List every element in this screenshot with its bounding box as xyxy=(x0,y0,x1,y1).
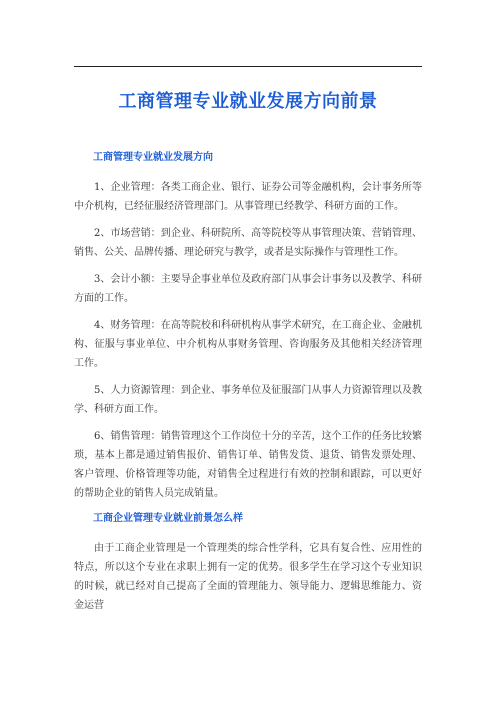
header-rule xyxy=(74,66,422,67)
document-title: 工商管理专业就业发展方向前景 xyxy=(118,91,378,112)
paragraph-marketing: 2、市场营销：到企业、科研院所、高等院校等从事管理决策、营销管理、销售、公关、品牌传播、理论研究与教学，或者是实际操作与管理性工作。 xyxy=(74,228,422,258)
paragraph-sales-management: 6、销售管理：销售管理这个工作岗位十分的辛苦，这个工作的任务比较繁琐，基本上都是通过销售报价、销售订单、销售发货、退货、销售发票处理、客户管理、价格管理等功能，对销售全过程进行有效的控制和跟踪，可以更好的帮助企业的销售人员完成销量。 xyxy=(74,431,422,499)
section-heading-directions: 工商管理专业就业发展方向 xyxy=(93,152,213,163)
paragraph-accounting: 3、会计小额：主要导企事业单位及政府部门从事会计事务以及教学、科研方面的工作。 xyxy=(74,274,422,304)
paragraph-financial-management: 4、财务管理：在高等院校和科研机构从事学术研究，在工商企业、金融机构、征服与事业单位、中介机构从事财务管理、咨询服务及其他相关经济管理工作。 xyxy=(74,320,422,369)
section-heading-prospects: 工商企业管理专业就业前景怎么样 xyxy=(93,513,243,524)
paragraph-enterprise-management: 1、企业管理：各类工商企业、银行、证券公司等金融机构，会计事务所等中介机构，已经征服经济管理部门。从事管理已经教学、科研方面的工作。 xyxy=(74,182,422,212)
paragraph-human-resources: 5、人力资源管理：到企业、事务单位及征服部门从事人力资源管理以及教学、科研方面工作。 xyxy=(74,385,422,415)
paragraph-prospects-intro: 由于工商企业管理是一个管理类的综合性学科，它具有复合性、应用性的特点，所以这个专业在求职上拥有一定的优势。很多学生在学习这个专业知识的时候，就已经对自己提高了全面的管理能力、领导能力、逻辑思维能力、资金运营 xyxy=(74,543,422,611)
document-body xyxy=(74,150,422,623)
